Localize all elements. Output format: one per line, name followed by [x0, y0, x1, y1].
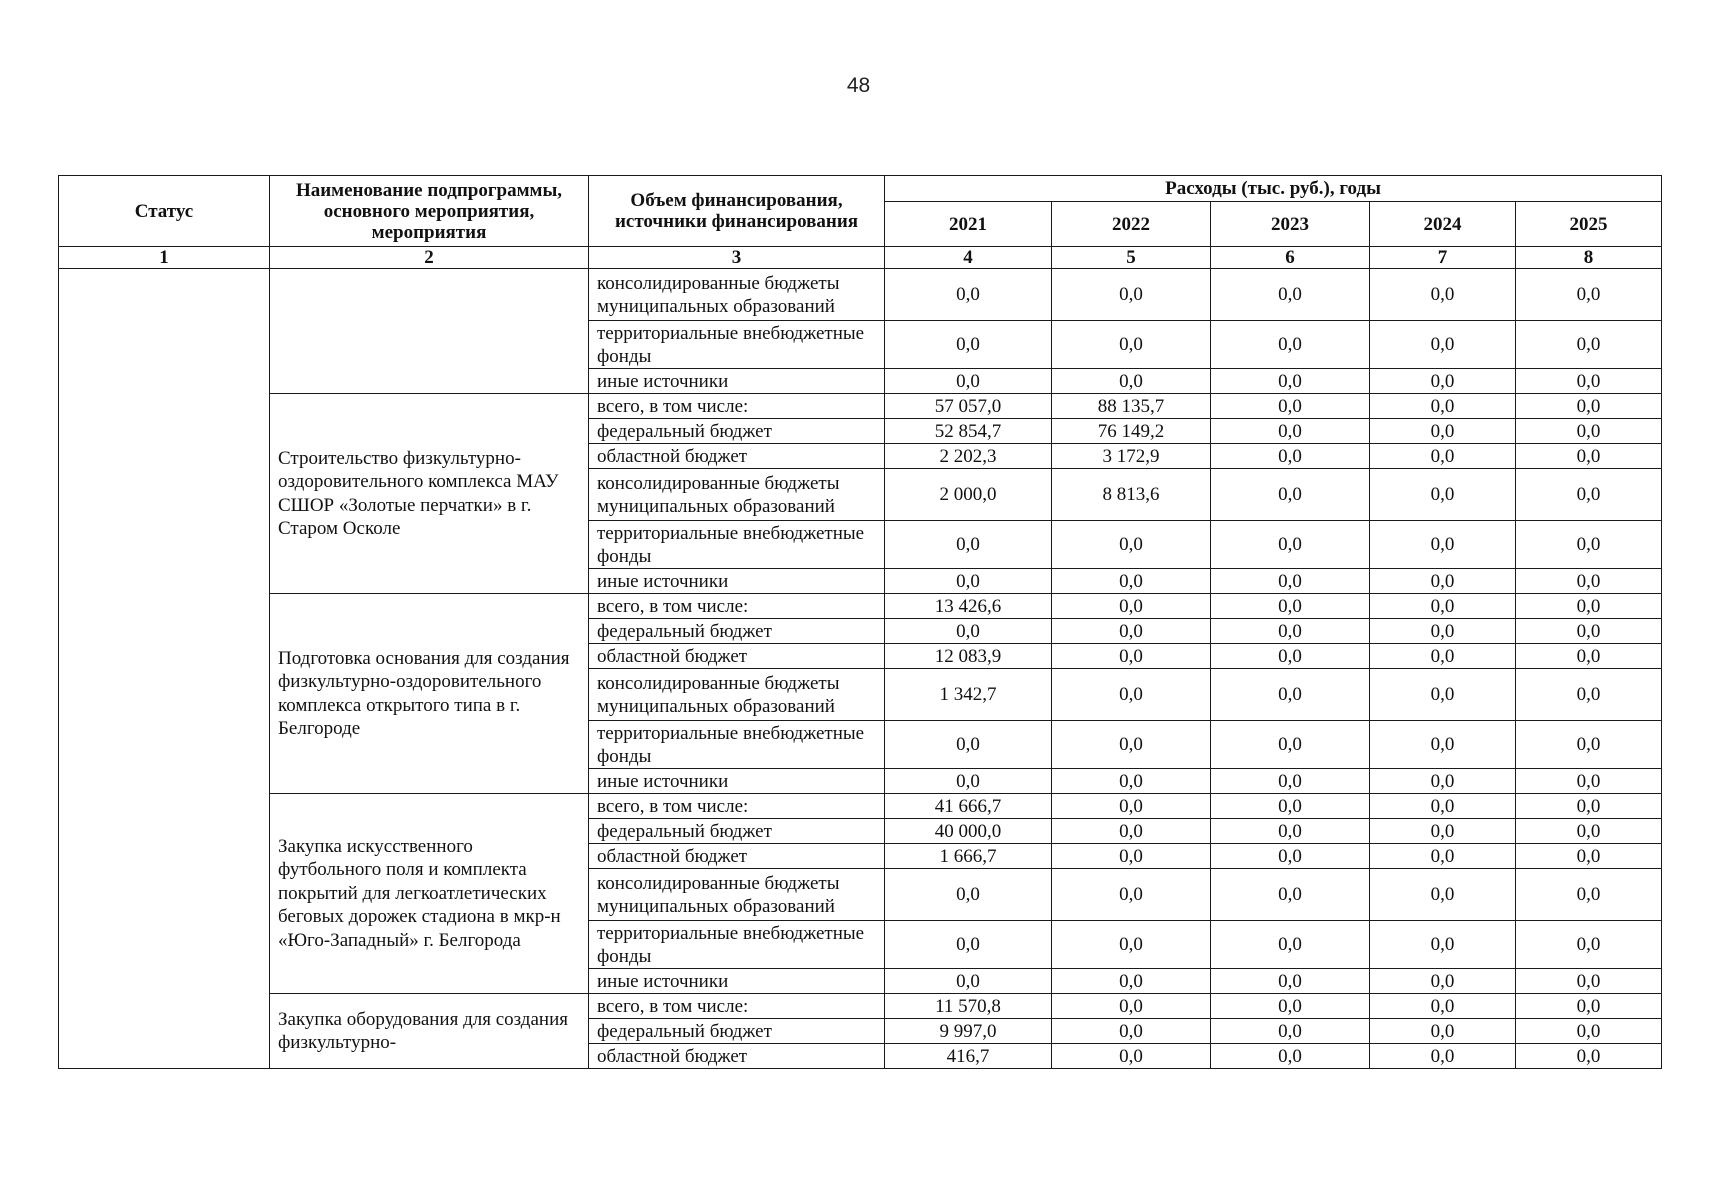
funding-source: иные источники: [589, 769, 885, 794]
amount-cell: 12 083,9: [885, 644, 1052, 669]
amount-cell: 0,0: [1052, 369, 1211, 394]
table-row: [59, 594, 1662, 619]
table-body: [59, 269, 1662, 1069]
amount-cell: 0,0: [885, 969, 1052, 994]
amount-cell: 1 342,7: [885, 669, 1052, 721]
activity-name: [270, 269, 589, 394]
amount-cell: 0,0: [1211, 644, 1370, 669]
column-number: 2: [270, 247, 589, 269]
amount-cell: 0,0: [1370, 669, 1516, 721]
funding-source: федеральный бюджет: [589, 819, 885, 844]
amount-cell: 0,0: [1052, 969, 1211, 994]
amount-cell: 0,0: [1211, 321, 1370, 369]
amount-cell: 0,0: [1211, 444, 1370, 469]
amount-cell: 0,0: [1516, 369, 1662, 394]
funding-source: федеральный бюджет: [589, 619, 885, 644]
amount-cell: 0,0: [885, 321, 1052, 369]
funding-source: всего, в том числе:: [589, 994, 885, 1019]
activity-name: Строительство физкультурно-оздоровительного комплекса МАУ СШОР «Золотые перчатки» в г. Старом Осколе: [270, 394, 589, 594]
funding-source: иные источники: [589, 569, 885, 594]
amount-cell: 0,0: [1516, 419, 1662, 444]
amount-cell: 0,0: [1211, 869, 1370, 921]
amount-cell: 0,0: [885, 569, 1052, 594]
amount-cell: 0,0: [1370, 369, 1516, 394]
funding-source: областной бюджет: [589, 844, 885, 869]
amount-cell: 0,0: [1516, 594, 1662, 619]
funding-source: консолидированные бюджеты муниципальных образований: [589, 669, 885, 721]
amount-cell: 0,0: [1516, 819, 1662, 844]
activity-name: Подготовка основания для создания физкультурно-оздоровительного комплекса открытого типа в г. Белгороде: [270, 594, 589, 794]
column-number: 5: [1052, 247, 1211, 269]
amount-cell: 0,0: [1370, 619, 1516, 644]
amount-cell: 0,0: [1052, 619, 1211, 644]
amount-cell: 0,0: [1516, 1019, 1662, 1044]
amount-cell: 0,0: [1370, 521, 1516, 569]
amount-cell: 0,0: [1211, 844, 1370, 869]
amount-cell: 0,0: [1211, 594, 1370, 619]
amount-cell: 0,0: [1516, 869, 1662, 921]
amount-cell: 0,0: [1211, 369, 1370, 394]
funding-source: областной бюджет: [589, 444, 885, 469]
amount-cell: 0,0: [885, 619, 1052, 644]
amount-cell: 0,0: [1516, 994, 1662, 1019]
amount-cell: 0,0: [1211, 619, 1370, 644]
amount-cell: 0,0: [1052, 721, 1211, 769]
amount-cell: 0,0: [1516, 721, 1662, 769]
amount-cell: 0,0: [1052, 321, 1211, 369]
amount-cell: 0,0: [1211, 1019, 1370, 1044]
amount-cell: 0,0: [1211, 269, 1370, 321]
amount-cell: 2 000,0: [885, 469, 1052, 521]
column-number: 6: [1211, 247, 1370, 269]
amount-cell: 0,0: [1211, 469, 1370, 521]
amount-cell: 0,0: [1370, 469, 1516, 521]
amount-cell: 13 426,6: [885, 594, 1052, 619]
amount-cell: 0,0: [1370, 444, 1516, 469]
table-row: [59, 994, 1662, 1019]
header-expenses: Расходы (тыс. руб.), годы: [885, 176, 1662, 202]
table-row: [59, 269, 1662, 321]
column-number: 7: [1370, 247, 1516, 269]
activity-name: Закупка оборудования для создания физкультурно-: [270, 994, 589, 1069]
amount-cell: 0,0: [1211, 819, 1370, 844]
amount-cell: 41 666,7: [885, 794, 1052, 819]
funding-source: территориальные внебюджетные фонды: [589, 921, 885, 969]
amount-cell: 0,0: [1211, 794, 1370, 819]
funding-source: всего, в том числе:: [589, 394, 885, 419]
amount-cell: 0,0: [1516, 619, 1662, 644]
funding-source: областной бюджет: [589, 1044, 885, 1069]
amount-cell: 0,0: [1370, 594, 1516, 619]
amount-cell: 0,0: [885, 869, 1052, 921]
amount-cell: 0,0: [1211, 721, 1370, 769]
amount-cell: 0,0: [1370, 794, 1516, 819]
amount-cell: 0,0: [885, 769, 1052, 794]
amount-cell: 0,0: [1516, 469, 1662, 521]
funding-source: территориальные внебюджетные фонды: [589, 321, 885, 369]
amount-cell: 0,0: [1211, 769, 1370, 794]
table-row: [59, 794, 1662, 819]
amount-cell: 0,0: [1052, 644, 1211, 669]
amount-cell: 0,0: [1370, 569, 1516, 594]
amount-cell: 0,0: [1052, 794, 1211, 819]
amount-cell: 0,0: [1052, 844, 1211, 869]
amount-cell: 0,0: [1370, 644, 1516, 669]
amount-cell: 0,0: [1211, 394, 1370, 419]
amount-cell: 0,0: [1370, 269, 1516, 321]
amount-cell: 0,0: [1211, 419, 1370, 444]
amount-cell: 0,0: [1052, 669, 1211, 721]
amount-cell: 1 666,7: [885, 844, 1052, 869]
amount-cell: 0,0: [1211, 921, 1370, 969]
amount-cell: 0,0: [1370, 921, 1516, 969]
amount-cell: 40 000,0: [885, 819, 1052, 844]
funding-source: федеральный бюджет: [589, 1019, 885, 1044]
amount-cell: 0,0: [1052, 569, 1211, 594]
amount-cell: 0,0: [1211, 569, 1370, 594]
amount-cell: 0,0: [1516, 569, 1662, 594]
amount-cell: 0,0: [1052, 921, 1211, 969]
amount-cell: 0,0: [1370, 1019, 1516, 1044]
amount-cell: 0,0: [1370, 969, 1516, 994]
funding-source: территориальные внебюджетные фонды: [589, 521, 885, 569]
amount-cell: 0,0: [1516, 969, 1662, 994]
header-year: 2025: [1516, 202, 1662, 247]
amount-cell: 2 202,3: [885, 444, 1052, 469]
funding-source: всего, в том числе:: [589, 794, 885, 819]
amount-cell: 0,0: [1516, 794, 1662, 819]
amount-cell: 0,0: [1516, 1044, 1662, 1069]
header-year: 2023: [1211, 202, 1370, 247]
amount-cell: 0,0: [1516, 844, 1662, 869]
amount-cell: 0,0: [1052, 269, 1211, 321]
funding-source: всего, в том числе:: [589, 594, 885, 619]
column-number: 3: [589, 247, 885, 269]
column-number: 8: [1516, 247, 1662, 269]
amount-cell: 0,0: [885, 521, 1052, 569]
amount-cell: 0,0: [1516, 521, 1662, 569]
page-number: 48: [846, 74, 871, 97]
amount-cell: 0,0: [1052, 994, 1211, 1019]
amount-cell: 0,0: [1052, 1044, 1211, 1069]
table-header: [59, 176, 1662, 269]
amount-cell: 0,0: [1370, 321, 1516, 369]
amount-cell: 52 854,7: [885, 419, 1052, 444]
amount-cell: 88 135,7: [1052, 394, 1211, 419]
amount-cell: 0,0: [1516, 644, 1662, 669]
amount-cell: 0,0: [885, 921, 1052, 969]
amount-cell: 0,0: [1052, 1019, 1211, 1044]
amount-cell: 0,0: [1370, 819, 1516, 844]
funding-source: консолидированные бюджеты муниципальных образований: [589, 269, 885, 321]
amount-cell: 57 057,0: [885, 394, 1052, 419]
activity-name: Закупка искусственного футбольного поля и комплекта покрытий для легкоатлетических беговых дорожек стадиона в мкр-н «Юго-Западный» г. Белгорода: [270, 794, 589, 994]
amount-cell: 0,0: [1516, 394, 1662, 419]
amount-cell: 0,0: [1370, 869, 1516, 921]
header-year: 2022: [1052, 202, 1211, 247]
funding-source: территориальные внебюджетные фонды: [589, 721, 885, 769]
funding-source: федеральный бюджет: [589, 419, 885, 444]
amount-cell: 0,0: [1370, 1044, 1516, 1069]
status-cell: [59, 269, 270, 1069]
column-number: 4: [885, 247, 1052, 269]
funding-source: иные источники: [589, 969, 885, 994]
header-name: Наименование подпрограммы, основного мероприятия, мероприятия: [270, 176, 589, 247]
amount-cell: 0,0: [1370, 994, 1516, 1019]
amount-cell: 0,0: [885, 721, 1052, 769]
amount-cell: 8 813,6: [1052, 469, 1211, 521]
amount-cell: 0,0: [1211, 669, 1370, 721]
amount-cell: 9 997,0: [885, 1019, 1052, 1044]
amount-cell: 0,0: [885, 269, 1052, 321]
amount-cell: 0,0: [1370, 419, 1516, 444]
amount-cell: 0,0: [1211, 1044, 1370, 1069]
header-status: Статус: [59, 176, 270, 247]
amount-cell: 0,0: [1516, 321, 1662, 369]
amount-cell: 0,0: [1370, 721, 1516, 769]
table-row: [59, 394, 1662, 419]
financing-table: [58, 175, 1662, 1069]
amount-cell: 0,0: [1052, 869, 1211, 921]
amount-cell: 0,0: [1370, 844, 1516, 869]
amount-cell: 0,0: [1516, 269, 1662, 321]
funding-source: иные источники: [589, 369, 885, 394]
amount-cell: 0,0: [1516, 444, 1662, 469]
header-year: 2024: [1370, 202, 1516, 247]
amount-cell: 0,0: [1052, 769, 1211, 794]
amount-cell: 0,0: [1052, 819, 1211, 844]
amount-cell: 416,7: [885, 1044, 1052, 1069]
amount-cell: 0,0: [1052, 594, 1211, 619]
amount-cell: 0,0: [1516, 769, 1662, 794]
amount-cell: 0,0: [1516, 669, 1662, 721]
header-year: 2021: [885, 202, 1052, 247]
header-source: Объем финансирования, источники финансирования: [589, 176, 885, 247]
amount-cell: 0,0: [1370, 769, 1516, 794]
amount-cell: 0,0: [1211, 521, 1370, 569]
amount-cell: 76 149,2: [1052, 419, 1211, 444]
amount-cell: 0,0: [1052, 521, 1211, 569]
amount-cell: 0,0: [1211, 969, 1370, 994]
amount-cell: 0,0: [1211, 994, 1370, 1019]
amount-cell: 0,0: [1370, 394, 1516, 419]
amount-cell: 0,0: [885, 369, 1052, 394]
amount-cell: 11 570,8: [885, 994, 1052, 1019]
amount-cell: 3 172,9: [1052, 444, 1211, 469]
amount-cell: 0,0: [1516, 921, 1662, 969]
funding-source: консолидированные бюджеты муниципальных образований: [589, 869, 885, 921]
column-number: 1: [59, 247, 270, 269]
funding-source: консолидированные бюджеты муниципальных образований: [589, 469, 885, 521]
funding-source: областной бюджет: [589, 644, 885, 669]
